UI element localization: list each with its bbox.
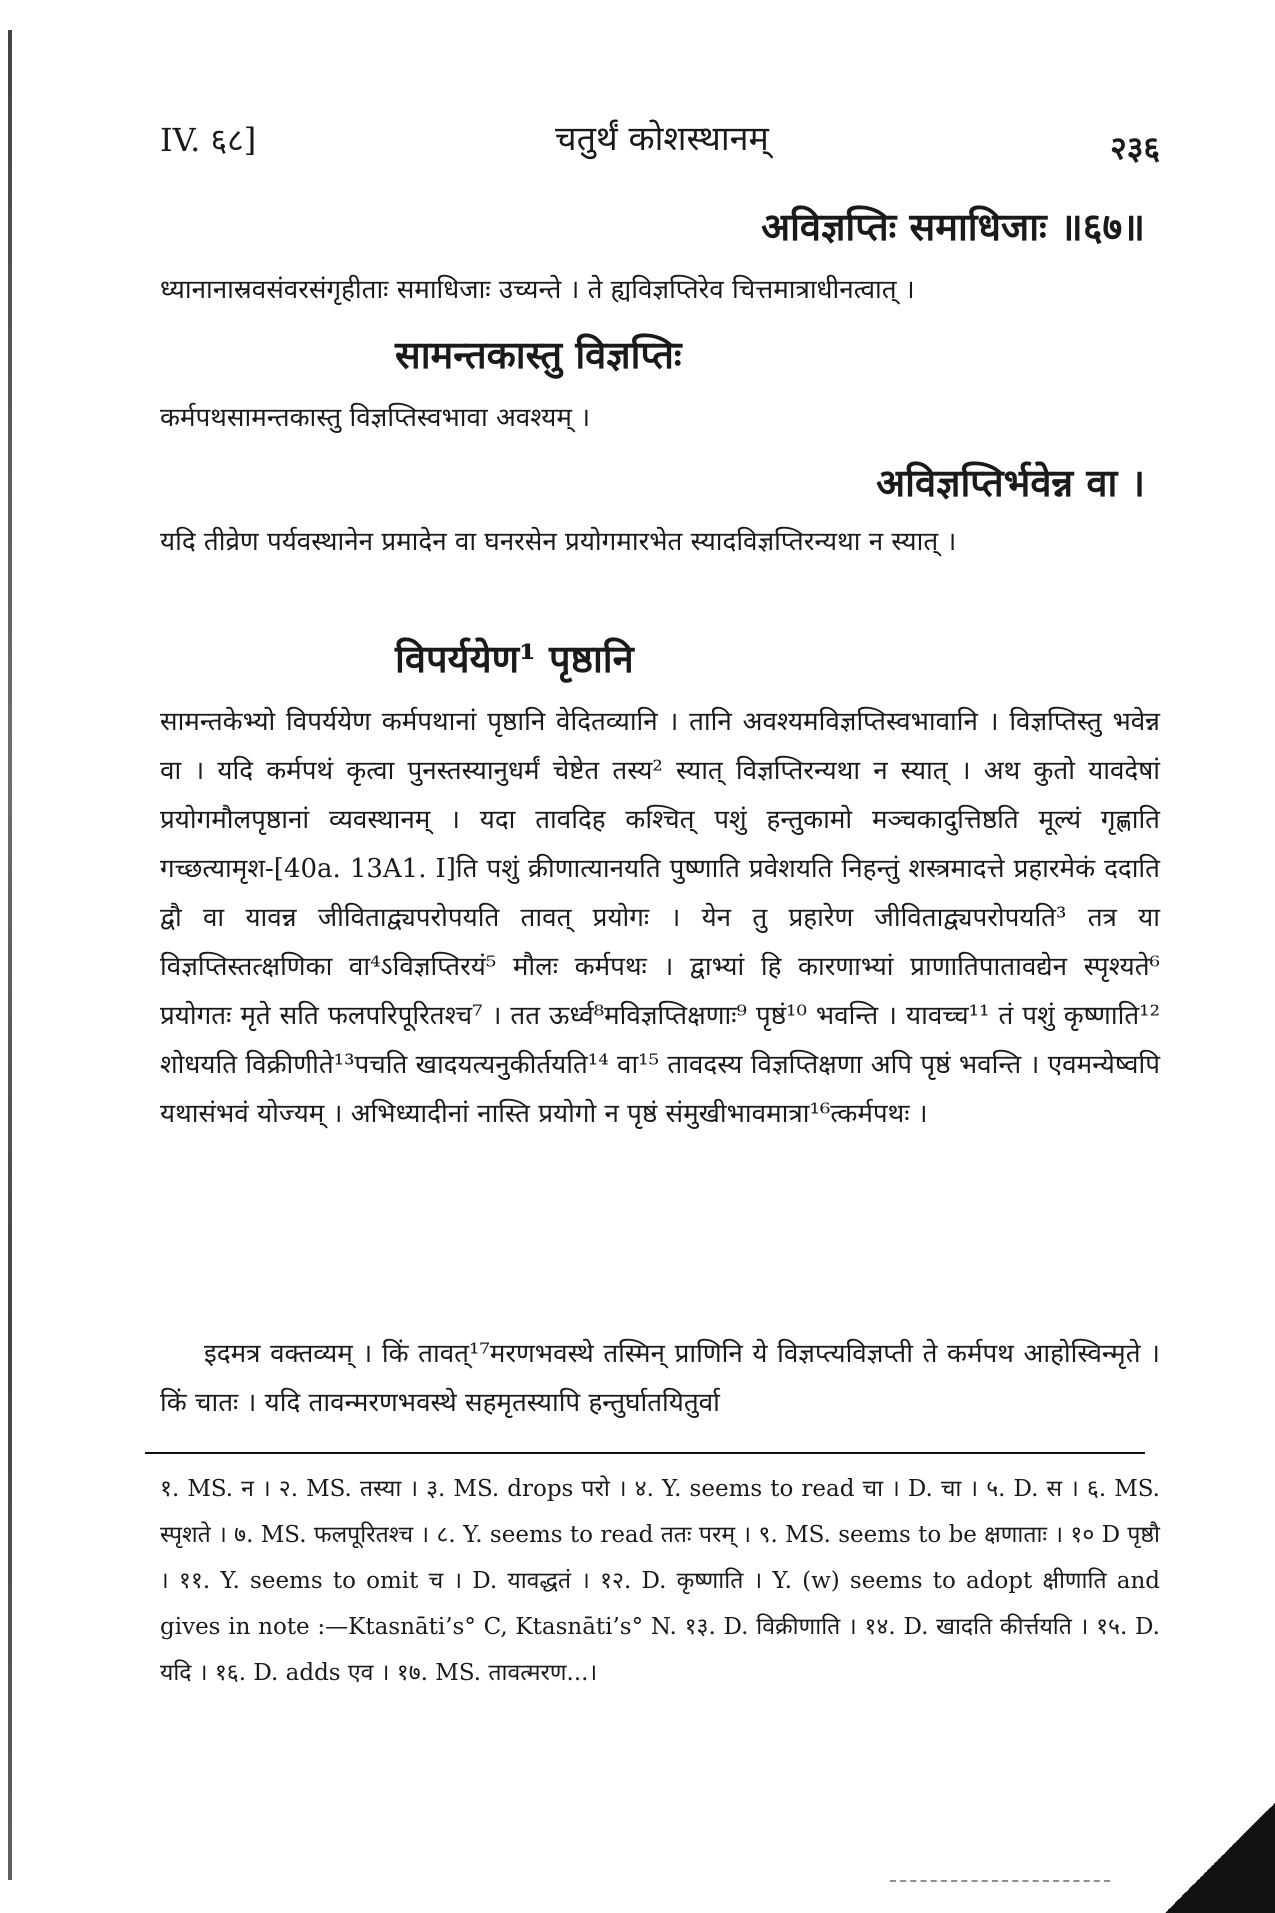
paragraph-text: कर्मपथसामन्तकास्तु विज्ञप्तिस्वभावा अवश्यम् । bbox=[160, 403, 591, 433]
verse-avijnapti: अविज्ञप्तिर्भवेन्न वा । bbox=[876, 460, 1145, 505]
verse-viparyayena: विपर्ययेण¹ पृष्ठानि bbox=[395, 636, 634, 681]
scan-artifact-corner bbox=[1165, 1803, 1275, 1913]
paragraph-text: इदमत्र वक्तव्यम् । किं तावत्¹⁷मरणभवस्थे तस्मिन् प्राणिनि ये विज्ञप्त्यविज्ञप्ती ते कर्मपथ आहोस्विन्मृते । किं चातः । यदि तावन्मरणभवस्थे सहमृतस्यापि हन्तुर्घातयितुर्वा bbox=[160, 1339, 1160, 1418]
footnotes: १. MS. न । २. MS. तस्या । ३. MS. drops परो । ४. Y. seems to read चा । D. चा । ५. D. स । ६. MS. स्पृशते । ७. MS. फलपूरितश्च । ८. Y. seems to read ततः परम् । ९. MS. seems to be क्षणाताः । १० D पृष्ठौ । ११. Y. seems to omit च । D. यावद्धतं । १२. D. कृष्णाति । Y. (w) seems to adopt क्षीणाति and gives in note :—Ktasnāti’s° C, Ktasnāti’s° N. १३. D. विक्रीणाति । १४. D. खादति कीर्त्तयति । १५. D. यदि । १६. D. adds एव । १७. MS. तावत्मरण...। bbox=[160, 1476, 1160, 1686]
commentary-paragraph-4 bbox=[160, 698, 1160, 1139]
commentary-paragraph-2 bbox=[160, 394, 1160, 443]
page-number: २३६ bbox=[1110, 129, 1160, 167]
running-title: चतुर्थं कोशस्थानम् bbox=[555, 119, 769, 159]
running-header bbox=[160, 118, 1160, 168]
paragraph-text: ध्यानानास्रवसंवरसंगृहीताः समाधिजाः उच्यन्ते । ते ह्यविज्ञप्तिरेव चित्तमात्राधीनत्वात् । bbox=[160, 275, 915, 305]
commentary-paragraph-3 bbox=[160, 518, 1160, 567]
scan-artifact-dash bbox=[890, 1880, 1110, 1882]
binding-edge bbox=[8, 30, 12, 1880]
footnote-divider bbox=[145, 1452, 1145, 1454]
paragraph-text: यदि तीव्रेण पर्यवस्थानेन प्रमादेन वा घनरसेन प्रयोगमारभेत स्यादविज्ञप्तिरन्यथा न स्यात् । bbox=[160, 527, 957, 557]
paragraph-text: सामन्तकेभ्यो विपर्ययेण कर्मपथानां पृष्ठानि वेदितव्यानि । तानि अवश्यमविज्ञप्तिस्वभावानि । विज्ञप्तिस्तु भवेन्न वा । यदि कर्मपथं कृत्वा पुनस्तस्यानुधर्मं चेष्टेत तस्य² स्यात् विज्ञप्तिरन्यथा न स्यात् । अथ कुतो यावदेषां प्रयोगमौलपृष्ठानां व्यवस्थानम् । यदा तावदिह कश्चित् पशुं हन्तुकामो मञ्चकादुत्तिष्ठति मूल्यं गृह्णाति गच्छत्यामृश-[40a. 13A1. I]ति पशुं क्रीणात्यानयति पुष्णाति प्रवेशयति निहन्तुं शस्त्रमादत्ते प्रहारमेकं ददाति द्वौ वा यावन्न जीविताद्व्यपरोपयति तावत् प्रयोगः । येन तु प्रहारेण जीविताद्व्यपरोपयति³ तत्र या विज्ञप्तिस्तत्क्षणिका वा⁴ऽविज्ञप्तिरयं⁵ मौलः कर्मपथः । द्वाभ्यां हि कारणाभ्यां प्राणातिपातावद्येन स्पृश्यते⁶ प्रयोगतः मृते सति फलपरिपूरितश्च⁷ । तत ऊर्ध्व⁸मविज्ञप्तिक्षणाः⁹ पृष्ठं¹⁰ भवन्ति । यावच्च¹¹ तं पशुं कृष्णाति¹² शोधयति विक्रीणीते¹³पचति खादयत्यनुकीर्तयति¹⁴ वा¹⁵ तावदस्य विज्ञप्तिक्षणा अपि पृष्ठं भवन्ति । एवमन्येष्वपि यथासंभवं योज्यम् । अभिध्यादीनां नास्ति प्रयोगो न पृष्ठं संमुखीभावमात्रा¹⁶त्कर्मपथः । bbox=[160, 707, 1160, 1129]
commentary-paragraph-1 bbox=[160, 266, 1160, 315]
verse-samantaka: सामन्तकास्तु विज्ञप्तिः bbox=[395, 332, 682, 377]
commentary-paragraph-5 bbox=[160, 1330, 1160, 1428]
verse-67: अविज्ञप्तिः समाधिजाः ॥६७॥ bbox=[761, 204, 1145, 249]
chapter-reference: IV. ६८] bbox=[160, 121, 257, 159]
